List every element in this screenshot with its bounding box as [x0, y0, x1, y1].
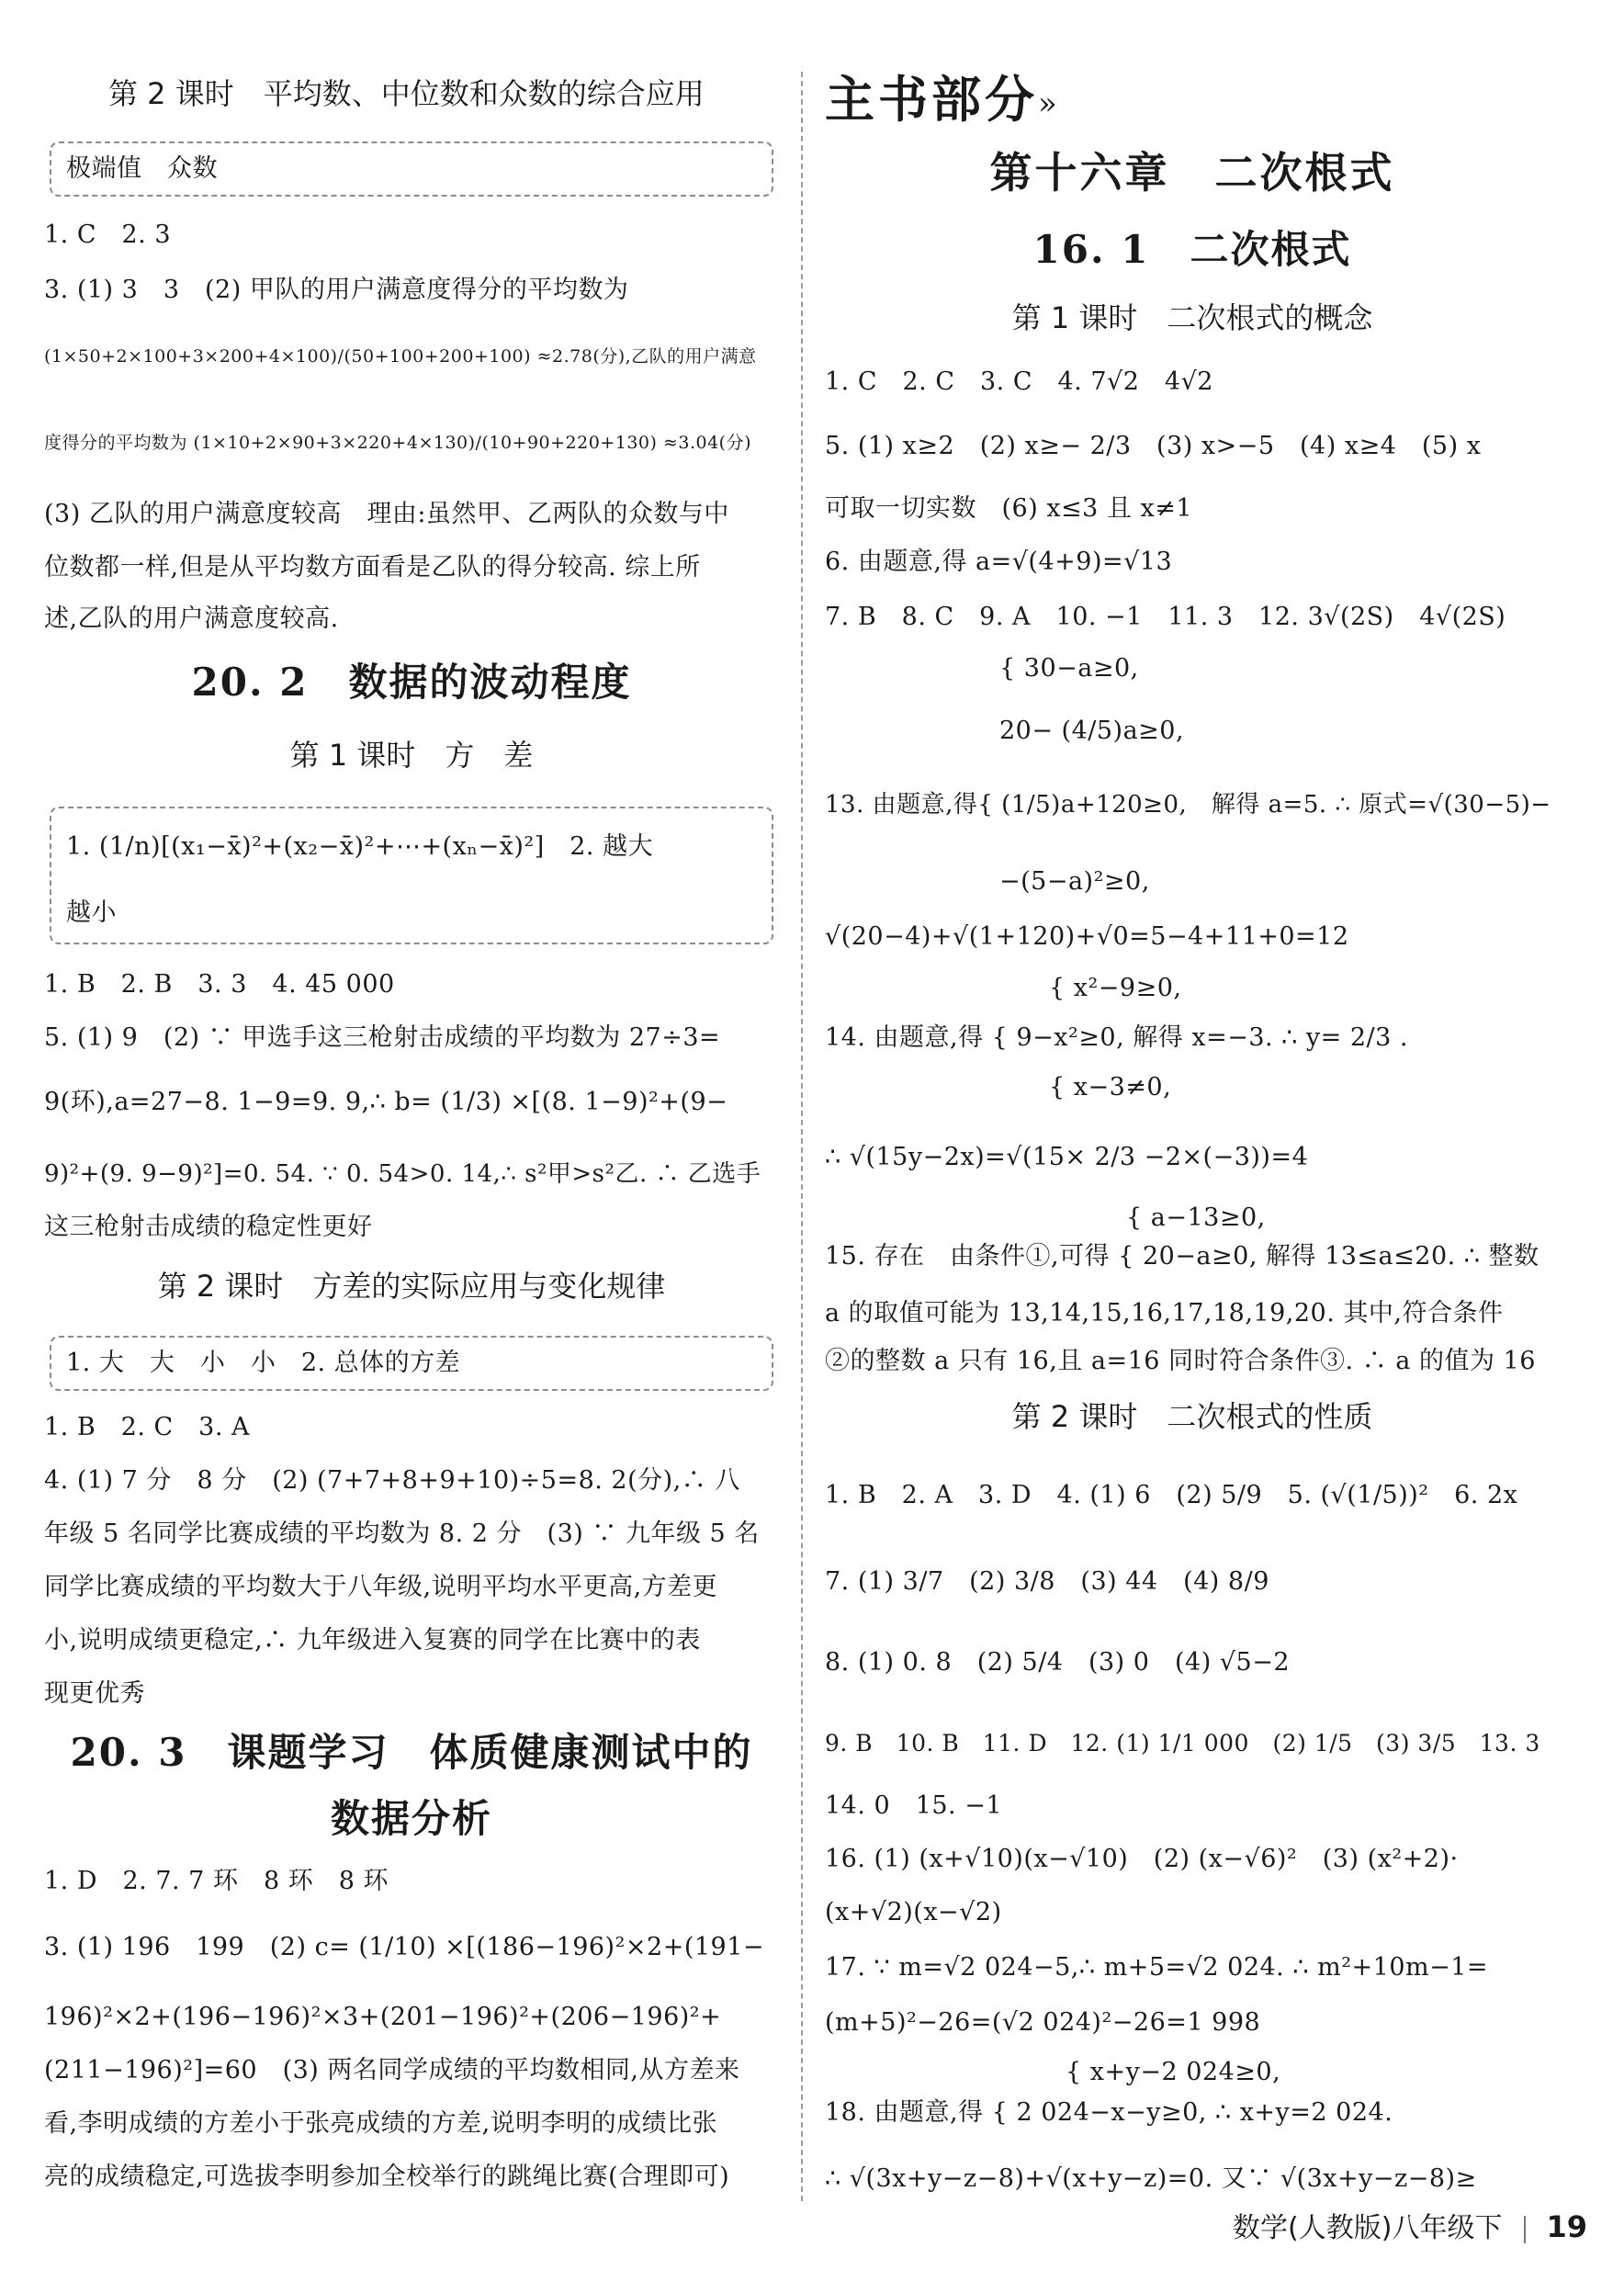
- answer-line: 年级 5 名同学比赛成绩的平均数为 8. 2 分 (3) ∵ 九年级 5 名: [44, 1519, 760, 1548]
- answer-line: 位数都一样,但是从平均数方面看是乙队的得分较高. 综上所: [44, 553, 701, 582]
- answer-line: 9(环),a=27−8. 1−9=9. 9,∴ b= (1/3) ×[(8. 1−9)²+(9−: [44, 1088, 728, 1116]
- section-heading: 20. 2 数据的波动程度: [191, 660, 632, 705]
- answer-line: 9. B 10. B 11. D 12. (1) 1/1 000 (2) 1/5 (3) 3/5 13. 3: [825, 1730, 1540, 1756]
- answer-line: 3. (1) 196 199 (2) c= (1/10) ×[(186−196)²×2+(191−: [44, 1933, 765, 1961]
- key-points-box: [50, 1336, 773, 1391]
- answer-line: 9)²+(9. 9−9)²]=0. 54. ∵ 0. 54>0. 14,∴ s²甲>s²乙. ∴ 乙选手: [44, 1160, 761, 1188]
- equation-system-row: 20− (4/5)a≥0,: [999, 717, 1185, 745]
- equation-system-row: { 30−a≥0,: [999, 654, 1139, 683]
- answer-line: 4. (1) 7 分 8 分 (2) (7+7+8+9+10)÷5=8. 2(分),∴ 八: [44, 1466, 740, 1495]
- column-divider: [801, 72, 803, 2201]
- chapter-heading: 第十六章 二次根式: [989, 148, 1395, 198]
- answer-line: 14. 0 15. −1: [825, 1791, 1003, 1820]
- answer-line: (211−196)²]=60 (3) 两名同学成绩的平均数相同,从方差来: [44, 2056, 740, 2084]
- answer-line: 1. C 2. C 3. C 4. 7√2 4√2: [825, 367, 1213, 396]
- part-title-text: 主书部分: [825, 70, 1038, 129]
- answer-line: ∴ √(3x+y−z−8)+√(x+y−z)=0. 又∵ √(3x+y−z−8)≥: [825, 2164, 1477, 2193]
- lesson-title: 第 1 课时 二次根式的概念: [1011, 300, 1373, 335]
- answer-line: 15. 存在 由条件①,可得 { 20−a≥0, 解得 13≤a≤20. ∴ 整数: [825, 1242, 1539, 1271]
- answer-line: √(20−4)+√(1+120)+√0=5−4+11+0=12: [825, 922, 1349, 951]
- answer-line: 可取一切实数 (6) x≤3 且 x≠1: [825, 494, 1193, 523]
- answer-line: a 的取值可能为 13,14,15,16,17,18,19,20. 其中,符合条件: [825, 1299, 1504, 1327]
- answer-line: 1. D 2. 7. 7 环 8 环 8 环: [44, 1867, 389, 1895]
- equation-system-row: { a−13≥0,: [1126, 1203, 1266, 1232]
- answer-line: 同学比赛成绩的平均数大于八年级,说明平均水平更高,方差更: [44, 1573, 718, 1601]
- box-text: 越小: [66, 898, 117, 927]
- chevron-icon: »: [1038, 85, 1061, 122]
- page-footer: [1233, 2205, 1587, 2245]
- answer-line: 6. 由题意,得 a=√(4+9)=√13: [825, 548, 1173, 576]
- answer-line: ∴ √(15y−2x)=√(15× 2/3 −2×(−3))=4: [825, 1143, 1309, 1171]
- lesson-title: 第 2 课时 二次根式的性质: [1011, 1399, 1373, 1434]
- part-title: [825, 70, 1061, 133]
- answer-line: 3. (1) 3 3 (2) 甲队的用户满意度得分的平均数为: [44, 276, 629, 304]
- answer-line: 1. B 2. C 3. A: [44, 1413, 251, 1441]
- answer-line: 17. ∵ m=√2 024−5,∴ m+5=√2 024. ∴ m²+10m−1=: [825, 1953, 1489, 1982]
- answer-line: 5. (1) 9 (2) ∵ 甲选手这三枪射击成绩的平均数为 27÷3=: [44, 1023, 721, 1052]
- answer-line: 14. 由题意,得 { 9−x²≥0, 解得 x=−3. ∴ y= 2/3 .: [825, 1023, 1409, 1052]
- answer-line: 亮的成绩稳定,可选拔李明参加全校举行的跳绳比赛(合理即可): [44, 2163, 730, 2191]
- equation-system-row: −(5−a)²≥0,: [999, 867, 1150, 896]
- answer-line: 述,乙队的用户满意度较高.: [44, 604, 339, 633]
- answer-line: 7. B 8. C 9. A 10. −1 11. 3 12. 3√(2S) 4√(2S): [825, 603, 1506, 631]
- section-heading: 数据分析: [330, 1796, 492, 1841]
- answer-line: 看,李明成绩的方差小于张亮成绩的方差,说明李明的成绩比张: [44, 2109, 718, 2138]
- lesson-title: 第 1 课时 方 差: [289, 738, 534, 773]
- answer-line: 13. 由题意,得{ (1/5)a+120≥0, 解得 a=5. ∴ 原式=√(30−5)−: [825, 791, 1551, 819]
- answer-line: 18. 由题意,得 { 2 024−x−y≥0, ∴ x+y=2 024.: [825, 2098, 1393, 2127]
- equation-system-row: { x+y−2 024≥0,: [1066, 2058, 1281, 2086]
- page-number: 19: [1546, 2209, 1587, 2244]
- answer-line: 1. B 2. B 3. 3 4. 45 000: [44, 970, 395, 999]
- equation-system-row: { x−3≠0,: [1049, 1073, 1172, 1101]
- equation-system-row: { x²−9≥0,: [1049, 974, 1182, 1002]
- answer-line: 小,说明成绩更稳定,∴ 九年级进入复赛的同学在比赛中的表: [44, 1626, 701, 1655]
- answer-line: 5. (1) x≥2 (2) x≥− 2/3 (3) x>−5 (4) x≥4 (5) x: [825, 432, 1482, 460]
- book-subject: 数学(人教版)八年级下: [1233, 2212, 1503, 2244]
- answer-line: 7. (1) 3/7 (2) 3/8 (3) 44 (4) 8/9: [825, 1567, 1269, 1596]
- answer-line: ②的整数 a 只有 16,且 a=16 同时符合条件③. ∴ a 的值为 16: [825, 1347, 1536, 1375]
- answer-line: 1. C 2. 3: [44, 220, 172, 249]
- answer-line: 196)²×2+(196−196)²×3+(201−196)²+(206−196)²+: [44, 2003, 722, 2031]
- answer-line: 16. (1) (x+√10)(x−√10) (2) (x−√6)² (3) (x²+2)·: [825, 1845, 1459, 1873]
- answer-line: 8. (1) 0. 8 (2) 5/4 (3) 0 (4) √5−2: [825, 1648, 1290, 1677]
- answer-line: (1×50+2×100+3×200+4×100)/(50+100+200+100) ≈2.78(分),乙队的用户满意: [44, 346, 757, 367]
- lesson-title: 第 2 课时 平均数、中位数和众数的综合应用: [108, 76, 705, 111]
- box-text: 1. (1/n)[(x₁−x̄)²+(x₂−x̄)²+⋯+(xₙ−x̄)²] 2. 越大: [66, 832, 654, 861]
- key-points-box: [50, 141, 773, 197]
- key-points-box: [50, 807, 773, 944]
- box-text: 极端值 众数: [66, 154, 218, 183]
- answer-line: (3) 乙队的用户满意度较高 理由:虽然甲、乙两队的众数与中: [44, 500, 729, 528]
- answer-line: 这三枪射击成绩的稳定性更好: [44, 1213, 373, 1241]
- answer-line: 现更优秀: [44, 1679, 145, 1708]
- answer-line: (x+√2)(x−√2): [825, 1898, 1002, 1926]
- answer-line: (m+5)²−26=(√2 024)²−26=1 998: [825, 2008, 1261, 2037]
- footer-separator: [1524, 2216, 1526, 2243]
- answer-line: 度得分的平均数为 (1×10+2×90+3×220+4×130)/(10+90+220+130) ≈3.04(分): [44, 433, 752, 453]
- answer-line: 1. B 2. A 3. D 4. (1) 6 (2) 5/9 5. (√(1/5))² 6. 2x: [825, 1481, 1518, 1509]
- box-text: 1. 大 大 小 小 2. 总体的方差: [66, 1349, 461, 1377]
- lesson-title: 第 2 课时 方差的实际应用与变化规律: [157, 1269, 666, 1304]
- section-heading: 16. 1 二次根式: [1032, 227, 1352, 272]
- section-heading: 20. 3 课题学习 体质健康测试中的: [70, 1730, 753, 1775]
